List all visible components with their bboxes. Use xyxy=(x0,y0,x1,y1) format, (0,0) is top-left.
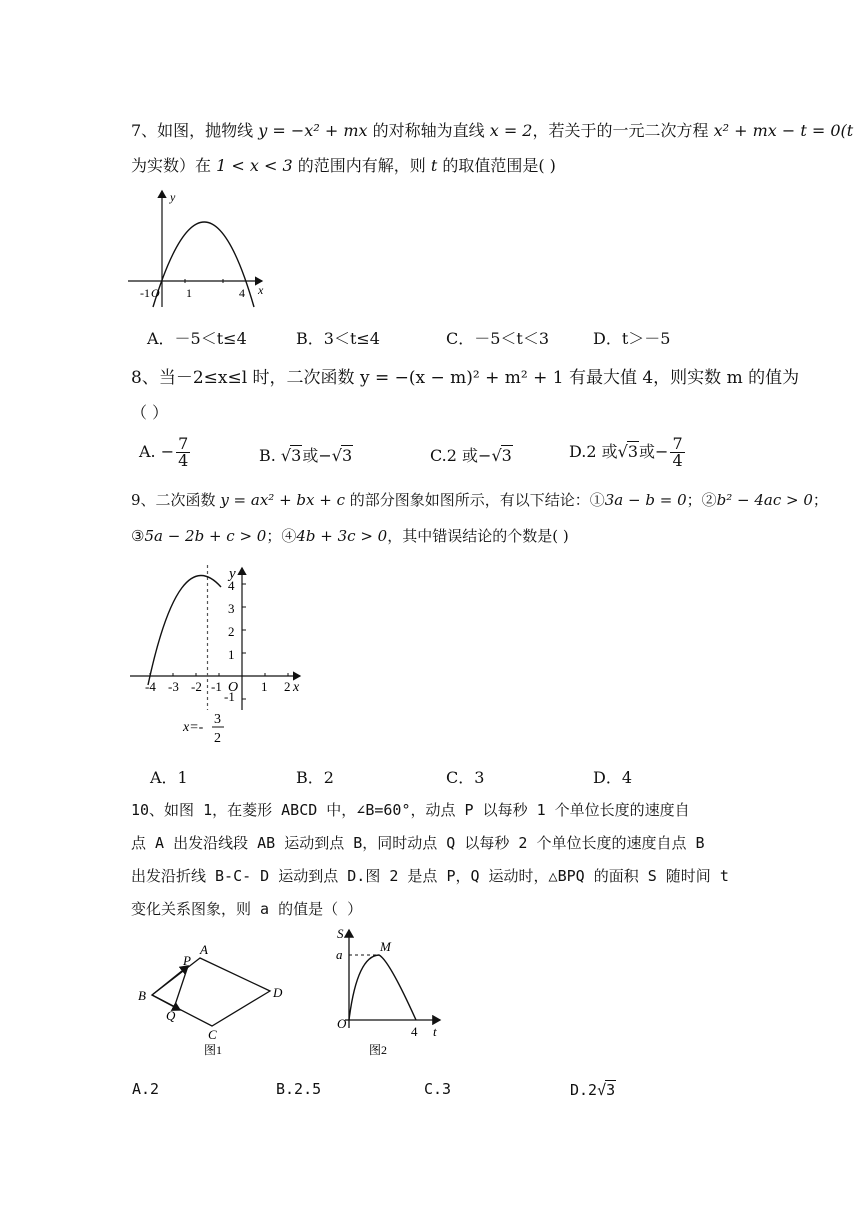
q9-option-a[interactable]: A．1 xyxy=(150,768,188,787)
q9-x-tick-1: 1 xyxy=(261,679,268,694)
q7-tick-4: 4 xyxy=(239,286,245,300)
q9-y-label: y xyxy=(229,566,236,582)
fig1-label-c: C xyxy=(208,1027,217,1042)
q7-var: t xyxy=(430,156,438,175)
q8-eq: y = −(x − m)² + m² + 1 xyxy=(359,368,564,388)
q7-text: 的范围内有解，则 xyxy=(292,156,431,175)
fig1-label-a: A xyxy=(200,942,208,957)
q9-text: 9、二次函数 xyxy=(131,491,221,509)
q9-x-tick-neg4: -4 xyxy=(145,679,156,694)
q7-option-a[interactable]: A．－5＜t≤4 xyxy=(147,329,247,348)
q10-option-d[interactable]: D.2√3 xyxy=(570,1081,616,1099)
q8-option-b[interactable]: B. √3或−√3 xyxy=(259,446,353,465)
q7-tick-1: 1 xyxy=(186,286,192,300)
fig2-label-a: a xyxy=(336,947,343,962)
q10-option-a[interactable]: A.2 xyxy=(132,1080,160,1098)
q8-line1 xyxy=(131,368,799,388)
q7-text: 7、如图，抛物线 xyxy=(131,121,259,140)
q9-text: ③ xyxy=(131,527,145,545)
q9-text: ；② xyxy=(686,491,717,509)
q7-text: ，若关于的一元二次方程 xyxy=(532,121,714,140)
q9-text: ；④ xyxy=(266,527,297,545)
q8-d-or: 或 xyxy=(639,442,656,461)
q7-eq3: x² + mx − t = 0(t xyxy=(713,121,854,140)
fig1-label-p: P xyxy=(183,953,191,968)
q7-line2 xyxy=(131,156,556,176)
q7-option-d[interactable]: D．t＞－5 xyxy=(593,329,671,348)
q8-d-sign: − xyxy=(655,442,669,461)
q8-text: 8、当－2≤x≤l 时，二次函数 xyxy=(131,368,360,388)
q8-c-r: 3 xyxy=(501,446,512,465)
q8-a-den: 4 xyxy=(178,451,189,470)
q9-parabola xyxy=(148,575,221,685)
q9-eq: y = ax² + bx + c xyxy=(220,491,345,509)
q7-text: 的对称轴为直线 xyxy=(367,121,490,140)
q8-b-neg: − xyxy=(318,446,332,465)
q9-axis-label: x=- xyxy=(183,720,204,735)
q10-option-c[interactable]: C.3 xyxy=(424,1080,452,1098)
q8-b-label: B. xyxy=(259,446,276,465)
q9-option-b[interactable]: B．2 xyxy=(296,768,334,787)
q9-y-tick-2: 2 xyxy=(228,624,235,639)
fig2-curve xyxy=(349,955,416,1020)
q10-figure1 xyxy=(130,940,295,1060)
q8-d-frac xyxy=(670,436,684,469)
q9-x-tick-2: 2 xyxy=(284,679,291,694)
q7-origin: O xyxy=(151,286,160,300)
q10-d-rad: 3 xyxy=(606,1081,616,1099)
q9-axis-num: 3 xyxy=(214,712,221,727)
fig2-label-o: O xyxy=(337,1016,347,1031)
q10-option-b[interactable]: B.2.5 xyxy=(276,1080,322,1098)
fig1-label-d: D xyxy=(273,985,283,1000)
q8-a-sign: − xyxy=(160,442,175,461)
q9-x-tick-neg2: -2 xyxy=(191,679,202,694)
q8-option-d[interactable]: D.2 或√3或− $\frac{7}{4}$ xyxy=(569,434,683,470)
q8-option-a[interactable] xyxy=(139,436,192,469)
q8-c-neg: − xyxy=(478,446,492,465)
q7-option-b[interactable]: B．3＜t≤4 xyxy=(296,329,380,348)
fig2-label-m: M xyxy=(380,939,391,954)
q9-line1 xyxy=(131,490,828,510)
q8-line2: （ ） xyxy=(131,403,169,422)
fig1-label-q: Q xyxy=(166,1008,176,1023)
fig1-label-b: B xyxy=(138,988,146,1003)
q9-c3: 5a − 2b + c > 0 xyxy=(144,527,267,545)
fig2-label-t: t xyxy=(433,1024,437,1039)
q8-c-label: C.2 或 xyxy=(430,446,479,465)
q8-a-num: 7 xyxy=(178,434,189,453)
q9-y-tick-3: 3 xyxy=(228,601,235,616)
q10-d-prefix: D.2 xyxy=(570,1081,598,1099)
q8-text: 有最大值 4，则实数 m 的值为 xyxy=(563,368,800,388)
q8-d-den: 4 xyxy=(672,451,683,470)
q7-text: 的取值范围是( ) xyxy=(437,156,556,175)
q9-text: 的部分图象如图所示，有以下结论：① xyxy=(344,491,605,509)
q7-eq1: y = −x² + mx xyxy=(258,121,368,140)
q8-d-num: 7 xyxy=(672,434,683,453)
fig1-caption: 图1 xyxy=(204,1043,223,1057)
q7-range: 1 < x < 3 xyxy=(216,156,293,175)
q9-c2: b² − 4ac > 0 xyxy=(716,491,813,509)
q9-origin: O xyxy=(228,680,239,695)
q10-line1: 10、如图 1，在菱形 ABCD 中，∠B=60°，动点 P 以每秒 1 个单位长度的速度自 xyxy=(131,801,690,819)
q9-graph xyxy=(125,560,310,750)
q9-axis-den: 2 xyxy=(214,731,221,746)
q8-a-frac xyxy=(176,436,190,469)
q10-line4: 变化关系图象，则 a 的值是（ ） xyxy=(131,900,363,918)
q7-line1 xyxy=(131,121,853,141)
q10-figure2 xyxy=(325,920,480,1060)
q10-line3: 出发沿折线 B-C- D 运动到点 D.图 2 是点 P，Q 运动时，△BPQ 的面积 S 随时间 t xyxy=(131,867,729,885)
q8-a-label: A. xyxy=(139,442,156,461)
q7-y-label: y xyxy=(170,190,176,204)
fig2-caption: 图2 xyxy=(369,1043,388,1057)
fig2-tick-4: 4 xyxy=(411,1024,418,1039)
q9-option-c[interactable]: C．3 xyxy=(446,768,485,787)
q8-d-label: D.2 或 xyxy=(569,442,618,461)
q9-x-tick-neg1: -1 xyxy=(211,679,222,694)
q8-option-c[interactable]: C.2 或−√3 xyxy=(430,446,512,465)
q10-line2: 点 A 出发沿线段 AB 运动到点 B，同时动点 Q 以每秒 2 个单位长度的速度自点 B xyxy=(131,834,705,852)
q9-y-tick-neg1: -1 xyxy=(224,689,235,704)
q8-b-r1: 3 xyxy=(291,446,302,465)
q7-text: 为实数）在 xyxy=(131,156,217,175)
q7-option-c[interactable]: C．－5＜t＜3 xyxy=(446,329,550,348)
q7-x-label: x xyxy=(258,283,264,297)
q9-y-tick-4: 4 xyxy=(228,578,235,593)
q9-x-tick-neg3: -3 xyxy=(168,679,179,694)
q9-c1: 3a − b = 0 xyxy=(604,491,687,509)
q9-option-d[interactable]: D．4 xyxy=(593,768,633,787)
q8-b-r2: 3 xyxy=(341,446,353,465)
q9-c4: 4b + 3c > 0 xyxy=(296,527,388,545)
q9-text: ，其中错误结论的个数是( ) xyxy=(387,527,569,545)
q9-x-label: x xyxy=(293,680,300,695)
q7-tick-neg1: -1 xyxy=(140,286,150,300)
q7-graph xyxy=(120,185,280,310)
q8-d-r: 3 xyxy=(627,442,639,461)
q9-y-tick-1: 1 xyxy=(228,647,235,662)
q9-text: ； xyxy=(812,491,828,509)
q9-line2 xyxy=(131,526,569,546)
q8-b-or: 或 xyxy=(302,446,319,465)
q7-eq2: x = 2 xyxy=(489,121,533,140)
fig2-label-s: S xyxy=(337,926,344,941)
